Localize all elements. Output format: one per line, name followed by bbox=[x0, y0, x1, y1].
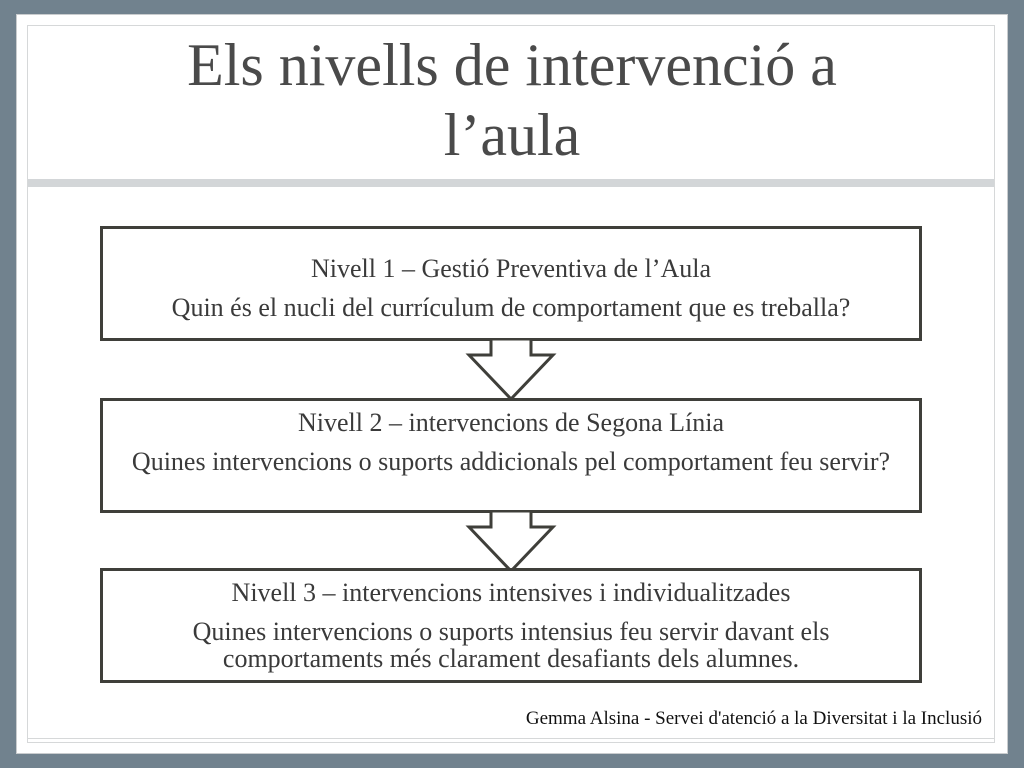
slide-footer: Gemma Alsina - Servei d'atenció a la Diversitat i la Inclusió bbox=[525, 708, 982, 729]
slide-title-line-2: l’aula bbox=[443, 102, 581, 168]
level-3-box bbox=[100, 568, 922, 683]
down-arrow-icon bbox=[465, 511, 557, 573]
level-2-heading: Nivell 2 – intervencions de Segona Línia bbox=[297, 408, 724, 437]
level-3-question: Quines intervencions o suports intensius feu servir davant els comportaments més clarament desafiants dels alumnes. bbox=[192, 617, 830, 673]
title-divider bbox=[28, 179, 994, 187]
level-1-heading: Nivell 1 – Gestió Preventiva de l’Aula bbox=[310, 254, 712, 283]
footer-divider bbox=[28, 738, 994, 739]
level-1-box bbox=[100, 226, 922, 341]
level-2-box bbox=[100, 398, 922, 513]
level-2-question: Quines intervencions o suports addicionals pel comportament feu servir? bbox=[131, 447, 891, 476]
level-1-question: Quin és el nucli del currículum de comportament que es treballa? bbox=[171, 293, 851, 322]
level-3-heading: Nivell 3 – intervencions intensives i individualitzades bbox=[231, 578, 791, 607]
slide-title-line-1: Els nivells de intervenció a bbox=[187, 32, 837, 98]
down-arrow-icon bbox=[465, 339, 557, 401]
slide-title bbox=[0, 30, 1024, 170]
